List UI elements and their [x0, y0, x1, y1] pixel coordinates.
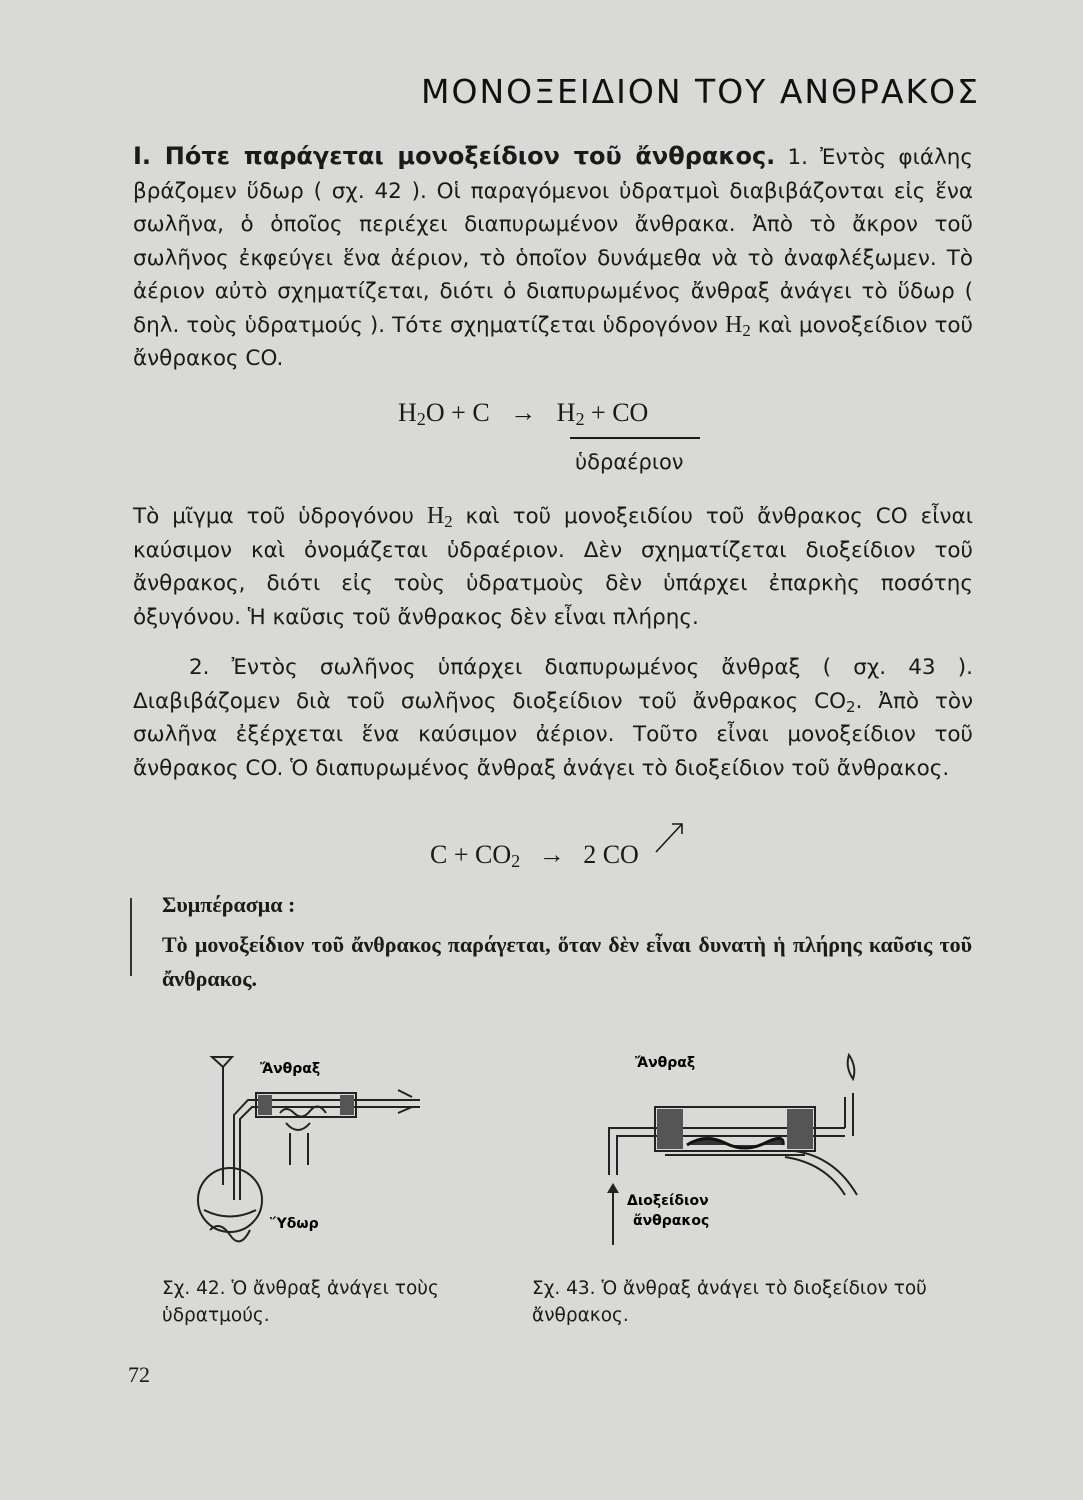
page-number: 72 [128, 1362, 150, 1387]
figure-42-label-carbon: Ἄνθραξ [260, 1061, 321, 1077]
section1-text-end: καὶ μονοξείδιον τοῦ ἄνθρακος CO. [133, 312, 973, 371]
figure-43-label-dioxide-1: Διοξείδιον [627, 1193, 709, 1209]
page-header-title: ΜΟΝΟΞΕΙΔΙΟΝ ΤΟΥ ΑΝΘΡΑΚΟΣ [421, 72, 980, 111]
underbrace [570, 437, 700, 439]
section1-intro: 1. Ἐντὸς [775, 145, 887, 170]
section1-heading: I. Πότε παράγεται μονοξείδιον τοῦ ἄνθρακος. [133, 142, 776, 170]
figure-43-label-carbon: Ἄνθραξ [635, 1055, 696, 1071]
paragraph-section2: 2. Ἐντὸς σωλῆνος ὑπάρχει διαπυρωμένος ἄνθραξ ( σχ. 43 ). Διαβιβάζομεν διὰ τοῦ σωλῆνος διοξείδιον τοῦ ἄνθρακος $CO_2$. Ἀπὸ τὸν σωλῆνα ἐξέρχεται ἕνα καύσιμον ἀέριον. Τοῦτο εἶναι μονοξείδιον τοῦ ἄνθρακος CO. Ὁ διαπυρωμένος ἄνθραξ ἀνάγει τὸ διοξείδιον τοῦ ἄνθρακος. [133, 655, 973, 781]
figure-43-caption: Σχ. 43. Ὁ ἄνθραξ ἀνάγει τὸ διοξείδιον τοῦ ἄνθρακος. [532, 1278, 927, 1326]
arrow-icon: → [538, 840, 565, 869]
figure-42-caption: Σχ. 42. Ὁ ἄνθραξ ἀνάγει τοὺς ὑδρατμούς. [162, 1278, 439, 1326]
hydrogen-symbol: $H_2$ [725, 311, 751, 340]
figure-42-diagram [190, 1045, 430, 1245]
conclusion-body: Τὸ μονοξείδιον τοῦ ἄνθρακος παράγεται, ὅταν δὲν εἶναι δυνατὴ ἡ πλήρης καῦσις τοῦ ἄνθρακος. [162, 932, 972, 991]
figure-43-diagram [595, 1045, 895, 1245]
conclusion-bar [130, 898, 132, 976]
section1-paragraph [133, 140, 973, 376]
equation-co2-reduction: $C + CO_2 \to 2$ CO [430, 840, 639, 871]
conclusion-title: Συμπέρασμα : [162, 892, 296, 917]
equation-label: ὑδραέριον [575, 450, 684, 474]
arrow-icon: → [510, 398, 537, 427]
figure-43-label-dioxide-2: ἄνθρακος [633, 1213, 710, 1229]
paragraph-water-gas: Τὸ μῖγμα τοῦ ὑδρογόνου $H_2$ καὶ τοῦ μονοξειδίου τοῦ ἄνθρακος CO εἶναι καύσιμον καὶ ὀνομάζεται ὑδραέριον. Δὲν σχηματίζεται διοξείδιον τοῦ ἄνθρακος, διότι εἰς τοὺς ὑδρατμοὺς δὲν ὑπάρχει ἐπαρκὴς ποσότης ὀξυγόνου. Ἡ καῦσις τοῦ ἄνθρακος δὲν εἶναι πλήρης. [133, 503, 973, 630]
section1-text: φιάλης βράζομεν ὕδωρ ( σχ. 42 ). Οἱ παραγόμενοι ὑδρατμοὶ διαβιβάζονται εἰς ἕνα σωλῆνα, ὁ ὁποῖος περιέχει διαπυρωμένον ἄνθρακα. Ἀπὸ τὸ ἄκρον τοῦ σωλῆνος ἐκφεύγει ἕνα ἀέριον, τὸ ὁποῖον δυνάμεθα νὰ τὸ ἀναφλέξωμεν. Τὸ ἀέριον αὐτὸ σχηματίζεται, διότι ὁ διαπυρωμένος ἄνθραξ ἀνάγει τὸ ὕδωρ ( δηλ. τοὺς ὑδρατμούς ). Τότε σχηματίζεται ὑδρογόνον [133, 145, 974, 338]
equation-water-gas: $H_2O + C \to H_2$ + CO [398, 398, 649, 429]
figure-42-label-water: Ὕδωρ [270, 1216, 319, 1232]
gas-arrow-icon [650, 818, 690, 858]
